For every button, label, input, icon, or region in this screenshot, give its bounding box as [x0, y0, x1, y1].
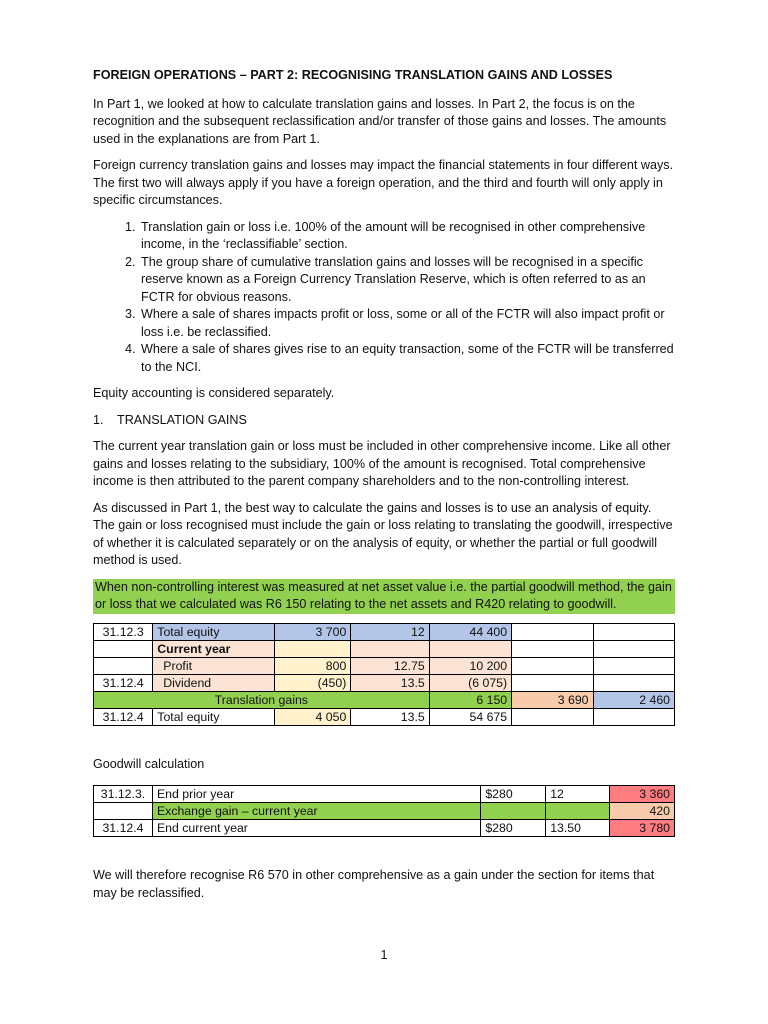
- list-item: 3. Where a sale of shares impacts profit or loss, some or all of the FCTR will also impact profit or loss i.e. be reclassified.: [139, 306, 675, 341]
- highlighted-note: When non-controlling interest was measured at net asset value i.e. the partial goodwill method, the gain or loss that we calculated was R6 150 relating to the net assets and R420 relating to goodwill.: [93, 579, 675, 614]
- table-cell: 12: [351, 623, 429, 640]
- table-cell: 12.75: [351, 657, 429, 674]
- table-cell: 4 050: [274, 708, 350, 725]
- table-row: [94, 623, 675, 640]
- table-cell: 31.12.4: [94, 674, 153, 691]
- table-cell: [593, 657, 674, 674]
- table-cell: [593, 674, 674, 691]
- table-cell: 13.50: [546, 820, 610, 837]
- section-heading: [93, 412, 675, 430]
- table-cell: [94, 640, 153, 657]
- table-cell: [512, 623, 593, 640]
- table-row: [94, 640, 675, 657]
- intro-paragraph-1: In Part 1, we looked at how to calculate translation gains and losses. In Part 2, the focus is on the recognition and the subsequent reclassification and/or transfer of those gains and losses. The amounts used in the explanations are from Part 1.: [93, 96, 667, 146]
- table-cell: 31.12.4: [94, 708, 153, 725]
- table-cell: 31.12.4: [94, 820, 153, 837]
- analysis-paragraph: As discussed in Part 1, the best way to calculate the gains and losses is to use an analysis of equity. The gain or loss recognised must include the gain or loss relating to translating the goodwill, irrespective of whether it is calculated separately or on the analysis of equity, or whether the partial or full goodwill method is used.: [93, 500, 673, 567]
- table-cell: [512, 657, 593, 674]
- table-cell: $280: [481, 820, 546, 837]
- table-cell: Dividend: [153, 674, 275, 691]
- table-cell: Total equity: [153, 623, 275, 640]
- table-cell: 3 700: [274, 623, 350, 640]
- table-cell: $280: [481, 786, 546, 803]
- equity-note: Equity accounting is considered separately.: [93, 386, 335, 400]
- table-cell: 13.5: [351, 674, 429, 691]
- table-cell: 12: [546, 786, 610, 803]
- table-row: [94, 657, 675, 674]
- table-cell: 800: [274, 657, 350, 674]
- table-cell: [593, 623, 674, 640]
- table-cell: 3 780: [610, 820, 675, 837]
- table-cell: End prior year: [152, 786, 480, 803]
- table-cell: (450): [274, 674, 350, 691]
- table-cell: [481, 803, 546, 820]
- table-row: [94, 708, 675, 725]
- table-cell: [593, 708, 674, 725]
- table-cell: [593, 640, 674, 657]
- table-cell: [274, 640, 350, 657]
- table-cell: [429, 640, 511, 657]
- table-cell: 31.12.3.: [94, 786, 153, 803]
- table-cell: 3 690: [512, 691, 593, 708]
- intro-paragraph-2: Foreign currency translation gains and losses may impact the financial statements in four different ways. The first two will always apply if you have a foreign operation, and the third and fourth will only apply in specific circumstances.: [93, 158, 674, 207]
- section-title: TRANSLATION GAINS: [117, 412, 247, 427]
- table-cell: [94, 803, 153, 820]
- table-row: [94, 691, 675, 708]
- table-row: [94, 786, 675, 803]
- document-body: [93, 67, 675, 911]
- table-cell: 31.12.3: [94, 623, 153, 640]
- oci-paragraph: The current year translation gain or loss must be included in other comprehensive income. Like all other gains and losses relating to the subsidiary, 100% of the amount is recognised. Total comprehensive income is then attributed to the parent company shareholders and to the non-controlling interest.: [93, 439, 671, 488]
- table-cell: End current year: [152, 820, 480, 837]
- page-number: 1: [380, 948, 388, 962]
- table-row: [94, 803, 675, 820]
- table-cell: [351, 640, 429, 657]
- table-cell: 2 460: [593, 691, 674, 708]
- list-item: 1. Translation gain or loss i.e. 100% of the amount will be recognised in other comprehensive income, in the ‘reclassifiable’ section.: [139, 219, 675, 254]
- table-cell: (6 075): [429, 674, 511, 691]
- conclusion-paragraph: We will therefore recognise R6 570 in other comprehensive as a gain under the section for items that may be reclassified.: [93, 868, 655, 900]
- table-cell: 6 150: [429, 691, 511, 708]
- table-cell: 13.5: [351, 708, 429, 725]
- table-cell: 54 675: [429, 708, 511, 725]
- table-cell: 420: [610, 803, 675, 820]
- analysis-of-equity-table: [93, 623, 675, 726]
- table-cell: [512, 708, 593, 725]
- list-item: 2. The group share of cumulative translation gains and losses will be recognised in a specific reserve known as a Foreign Currency Translation Reserve, which is often referred to as an FCTR for obvious reasons.: [139, 254, 675, 307]
- table-row: [94, 674, 675, 691]
- goodwill-label: Goodwill calculation: [93, 756, 205, 771]
- table-cell: 10 200: [429, 657, 511, 674]
- table-cell: 3 360: [610, 786, 675, 803]
- table-cell: [512, 674, 593, 691]
- table-cell: Exchange gain – current year: [152, 803, 480, 820]
- page-title: FOREIGN OPERATIONS – PART 2: RECOGNISING TRANSLATION GAINS AND LOSSES: [93, 68, 613, 82]
- table-cell: 44 400: [429, 623, 511, 640]
- table-cell: [546, 803, 610, 820]
- impact-list: [93, 219, 675, 377]
- goodwill-table: [93, 785, 675, 837]
- table-row: [94, 820, 675, 837]
- translation-gains-label: Translation gains: [94, 691, 430, 708]
- table-cell: Current year: [153, 640, 275, 657]
- list-item: 4. Where a sale of shares gives rise to an equity transaction, some of the FCTR will be transferred to the NCI.: [139, 341, 675, 376]
- section-number: 1.: [93, 412, 104, 427]
- table-cell: [512, 640, 593, 657]
- table-cell: Total equity: [153, 708, 275, 725]
- table-cell: Profit: [153, 657, 275, 674]
- table-cell: [94, 657, 153, 674]
